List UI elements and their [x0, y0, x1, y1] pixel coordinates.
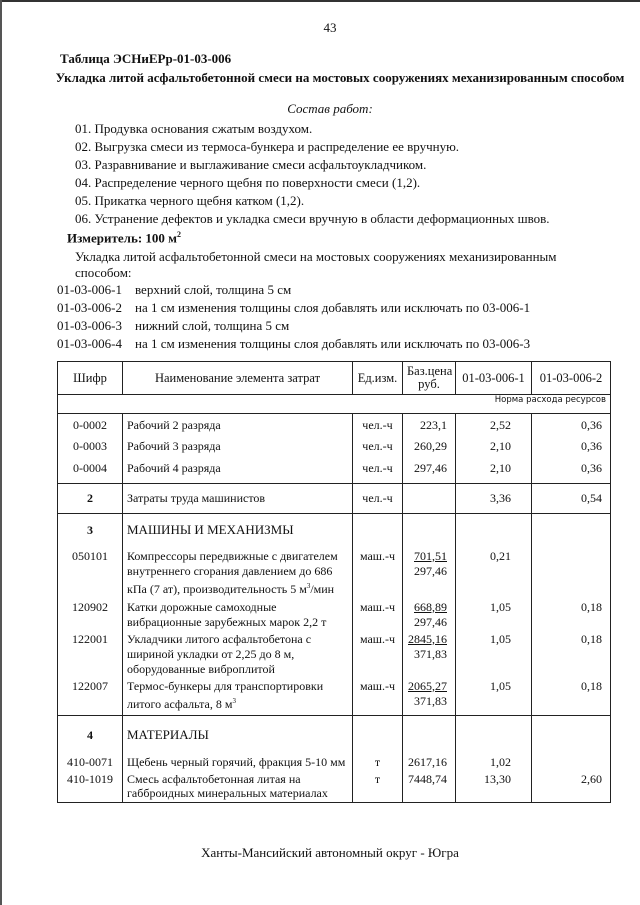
- header-unit: Ед.изм.: [353, 362, 403, 395]
- cell-unit: чел.-ч: [353, 436, 403, 458]
- empty-cell: [403, 514, 456, 544]
- variant-code: 01-03-006-3: [57, 318, 122, 333]
- cell-unit: чел.-ч: [353, 484, 403, 514]
- page-footer: Ханты-Мансийский автономный округ - Югра: [201, 845, 459, 860]
- norm-label: Норма расхода ресурсов: [58, 395, 611, 414]
- cell-price: 260,29: [403, 436, 456, 458]
- variant-row: [57, 318, 289, 334]
- cell-code: 2: [58, 484, 123, 514]
- work-item: 03. Разравнивание и выглаживание смеси асфальтоукладчиком.: [75, 157, 427, 172]
- price-top: 2065,27: [408, 678, 447, 693]
- cell-v2: 0,36: [532, 458, 611, 484]
- empty-cell: [403, 715, 456, 749]
- cell-unit: маш.-ч: [353, 677, 403, 716]
- document-title: Укладка литой асфальтобетонной смеси на мостовых сооружениях механизированным способом: [55, 70, 625, 85]
- table-header-row: [58, 362, 611, 395]
- cell-code: 410-0071: [58, 749, 123, 770]
- cell-name: Рабочий 2 разряда: [123, 414, 353, 436]
- variant-text: нижний слой, толщина 5 см: [135, 318, 290, 333]
- cell-unit: маш.-ч: [353, 630, 403, 677]
- work-item: 04. Распределение черного щебня по поверхности смеси (1,2).: [75, 175, 421, 190]
- cell-v1: 1,02: [456, 749, 532, 770]
- measure-unit: [67, 230, 181, 246]
- cell-code: 122001: [58, 630, 123, 677]
- cell-price: 223,1: [403, 414, 456, 436]
- empty-cell: [532, 514, 611, 544]
- cell-code: 0-0003: [58, 436, 123, 458]
- section-row-materials: [58, 715, 611, 749]
- variant-text: верхний слой, толщина 5 см: [135, 282, 292, 297]
- cell-price: [403, 597, 456, 630]
- cell-v1: 2,10: [456, 436, 532, 458]
- cell-unit: чел.-ч: [353, 458, 403, 484]
- table-row: [58, 630, 611, 677]
- section-name: МАШИНЫ И МЕХАНИЗМЫ: [123, 514, 353, 544]
- section-name: МАТЕРИАЛЫ: [123, 715, 353, 749]
- table-row: [58, 414, 611, 436]
- section-code: 4: [58, 715, 123, 749]
- work-item: 05. Прикатка черного щебня катком (1,2).: [75, 193, 305, 208]
- header-price: [403, 362, 456, 395]
- table-row: [58, 544, 611, 597]
- header-code: Шифр: [58, 362, 123, 395]
- variant-code: 01-03-006-1: [57, 282, 122, 297]
- cell-unit: чел.-ч: [353, 414, 403, 436]
- cell-v1: 0,21: [456, 544, 532, 597]
- section-row-machines: [58, 514, 611, 544]
- cell-v1: 1,05: [456, 630, 532, 677]
- cell-v2: 0,18: [532, 597, 611, 630]
- cell-code: 120902: [58, 597, 123, 630]
- cell-price: [403, 484, 456, 514]
- cell-v2: 0,18: [532, 677, 611, 716]
- header-name: Наименование элемента затрат: [123, 362, 353, 395]
- header-price-line1: Баз.цена: [407, 364, 453, 378]
- cell-code: 0-0004: [58, 458, 123, 484]
- cell-code: 0-0002: [58, 414, 123, 436]
- cell-v1: 1,05: [456, 677, 532, 716]
- empty-cell: [353, 715, 403, 749]
- cell-price: [403, 630, 456, 677]
- page-border-left: [0, 0, 2, 905]
- header-price-line2: руб.: [418, 377, 440, 391]
- header-col1: 01-03-006-1: [456, 362, 532, 395]
- table-row: [58, 436, 611, 458]
- cell-name: Щебень черный горячий, фракция 5-10 мм: [123, 749, 353, 770]
- section-code: 3: [58, 514, 123, 544]
- cell-price: [403, 677, 456, 716]
- table-row-machinists: [58, 484, 611, 514]
- cell-code: 410-1019: [58, 770, 123, 803]
- variant-row: [57, 282, 291, 298]
- cell-name: Рабочий 4 разряда: [123, 458, 353, 484]
- cell-name: Рабочий 3 разряда: [123, 436, 353, 458]
- cell-v2: 2,60: [532, 770, 611, 803]
- cell-code: 122007: [58, 677, 123, 716]
- work-item: 01. Продувка основания сжатым воздухом.: [75, 121, 313, 136]
- variant-text: на 1 см изменения толщины слоя добавлять или исключать по 03-006-1: [135, 300, 531, 315]
- work-composition-title: Состав работ:: [287, 101, 373, 116]
- variant-code: 01-03-006-2: [57, 300, 122, 315]
- cell-v1: 13,30: [456, 770, 532, 803]
- cell-name: Катки дорожные самоходные вибрационные зарубежных марок 2,2 т: [123, 597, 353, 630]
- variant-row: [57, 336, 530, 352]
- table-row: [58, 677, 611, 716]
- cell-v2: 0,18: [532, 630, 611, 677]
- cell-v2: 0,54: [532, 484, 611, 514]
- cell-name: Компрессоры передвижные с двигателем внутреннего сгорания давлением до 686 кПа (7 ат), производительность 5 $м^3$/мин: [123, 544, 353, 597]
- cell-v1: 2,52: [456, 414, 532, 436]
- cell-v2: 0,36: [532, 436, 611, 458]
- variant-text: на 1 см изменения толщины слоя добавлять или исключать по 03-006-3: [135, 336, 531, 351]
- price-bottom: 371,83: [414, 693, 447, 708]
- work-item: 06. Устранение дефектов и укладка смеси вручную в области деформационных швов.: [75, 211, 550, 226]
- variant-row: [57, 300, 530, 316]
- cell-unit: т: [353, 749, 403, 770]
- empty-cell: [456, 514, 532, 544]
- cell-code: 050101: [58, 544, 123, 597]
- cell-v2: 0,36: [532, 414, 611, 436]
- cell-name: Термос-бункеры для транспортировки литого асфальта, 8 $м^3$: [123, 677, 353, 716]
- price-bottom: 297,46: [414, 614, 447, 629]
- empty-cell: [456, 715, 532, 749]
- variant-code: 01-03-006-4: [57, 336, 122, 351]
- price-bottom: 297,46: [414, 563, 447, 578]
- cell-unit: маш.-ч: [353, 597, 403, 630]
- table-label: Таблица ЭСНиЕРр-01-03-006: [60, 51, 232, 66]
- cell-price: 2617,16: [403, 749, 456, 770]
- table-row: [58, 597, 611, 630]
- header-col2: 01-03-006-2: [532, 362, 611, 395]
- work-item: 02. Выгрузка смеси из термоса-бункера и распределение ее вручную.: [75, 139, 460, 154]
- cell-unit: т: [353, 770, 403, 803]
- table-row: [58, 458, 611, 484]
- resource-table: [57, 361, 611, 803]
- measure-sup: 2: [177, 230, 182, 239]
- cell-price: 7448,74: [403, 770, 456, 803]
- page-number: 43: [323, 20, 337, 35]
- cell-name: Смесь асфальтобетонная литая на габброидных минеральных материалах: [123, 770, 353, 803]
- cell-unit: маш.-ч: [353, 544, 403, 597]
- cell-v2: [532, 544, 611, 597]
- measure-label: Измеритель: 100 м: [67, 230, 178, 246]
- work-description: Укладка литой асфальтобетонной смеси на мостовых сооружениях механизированным способом:: [75, 249, 557, 280]
- cell-price: [403, 544, 456, 597]
- price-bottom: 371,83: [414, 646, 447, 661]
- table-row: [58, 749, 611, 770]
- empty-cell: [532, 715, 611, 749]
- price-top: 701,51: [414, 548, 447, 563]
- cell-v1: 3,36: [456, 484, 532, 514]
- table-row: [58, 770, 611, 803]
- page-border-top: [0, 0, 640, 2]
- cell-name: Укладчики литого асфальтобетона с шириной укладки от 2,25 до 8 м, оборудованные виброплитой: [123, 630, 353, 677]
- cell-name: Затраты труда машинистов: [123, 484, 353, 514]
- cell-price: 297,46: [403, 458, 456, 484]
- empty-cell: [353, 514, 403, 544]
- cell-v1: 2,10: [456, 458, 532, 484]
- price-top: 2845,16: [408, 631, 447, 646]
- price-top: 668,89: [414, 599, 447, 614]
- norm-label-row: [58, 395, 611, 414]
- cell-v1: 1,05: [456, 597, 532, 630]
- cell-v2: [532, 749, 611, 770]
